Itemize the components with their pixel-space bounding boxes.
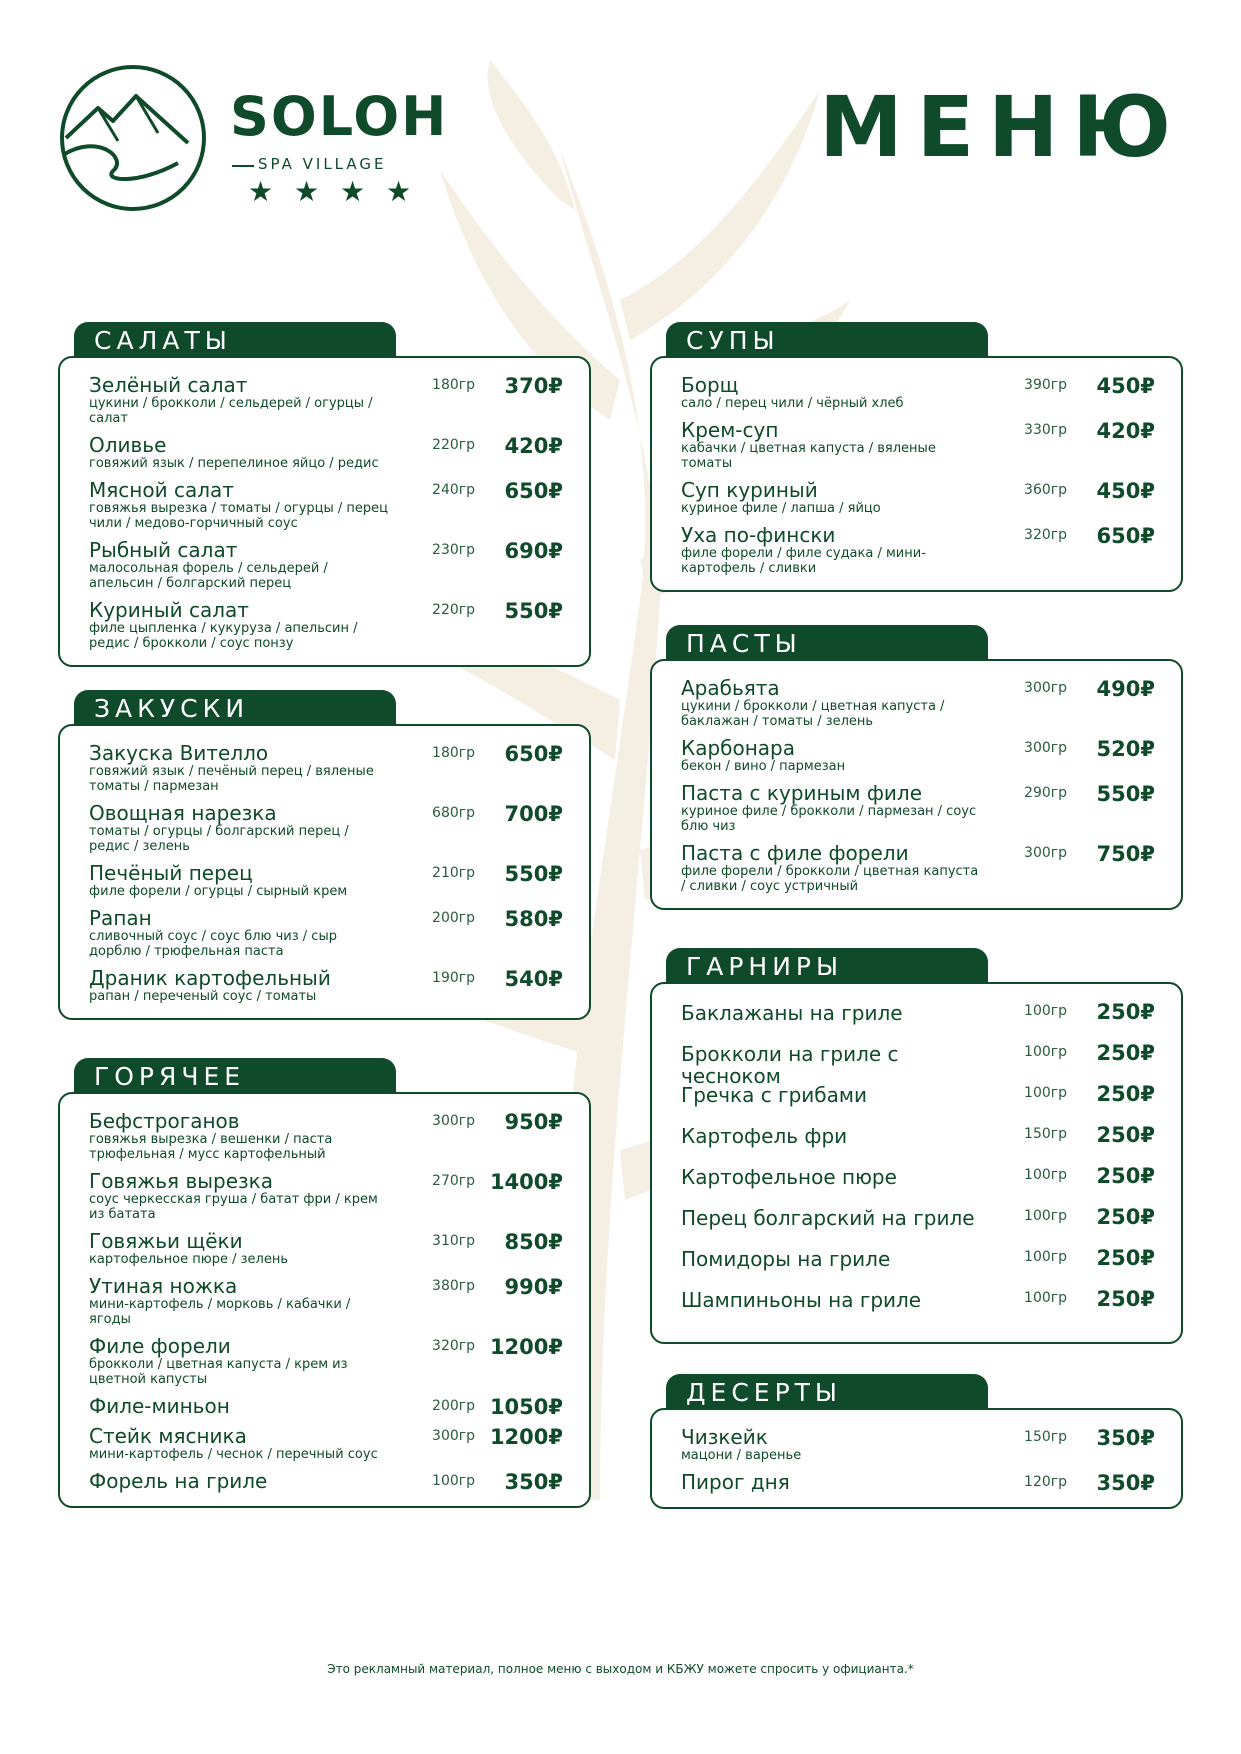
- menu-item: [89, 1395, 563, 1417]
- item-name: Овощная нарезка: [89, 801, 277, 825]
- item-description: филе форели / филе судака / мини-картофель / сливки: [681, 546, 926, 576]
- item-name: Чизкейк: [681, 1425, 768, 1449]
- menu-item: [89, 434, 563, 471]
- item-description: цукини / брокколи / цветная капуста / баклажан / томаты / зелень: [681, 699, 945, 729]
- item-price: 550₽: [504, 862, 563, 886]
- item-name: Брокколи на гриле с чесноком: [681, 1042, 899, 1088]
- section-box: [650, 659, 1183, 910]
- item-price: 580₽: [504, 907, 563, 931]
- item-price: 250₽: [1096, 1164, 1155, 1188]
- item-weight: 220гр: [432, 602, 475, 618]
- menu-item: [681, 1246, 1155, 1287]
- item-name: Говяжьи щёки: [89, 1229, 243, 1253]
- menu-item: [89, 1425, 563, 1462]
- item-name: Рапан: [89, 906, 152, 930]
- item-weight: 210гр: [432, 865, 475, 881]
- item-weight: 230гр: [432, 542, 475, 558]
- item-weight: 100гр: [1024, 1208, 1067, 1224]
- menu-item: [89, 967, 563, 1004]
- item-weight: 360гр: [1024, 482, 1067, 498]
- item-price: 250₽: [1096, 1041, 1155, 1065]
- item-name: Стейк мясника: [89, 1424, 247, 1448]
- section-title: СУПЫ: [666, 322, 988, 364]
- item-description: цукини / брокколи / сельдерей / огурцы / салат: [89, 396, 373, 426]
- item-price: 350₽: [1096, 1471, 1155, 1495]
- item-weight: 380гр: [432, 1278, 475, 1294]
- item-description: малосольная форель / сельдерей / апельсин / болгарский перец: [89, 561, 328, 591]
- menu-item: [681, 1205, 1155, 1246]
- footer-note: Это рекламный материал, полное меню с выходом и КБЖУ можете спросить у официанта.*: [327, 1662, 914, 1676]
- item-price: 990₽: [504, 1275, 563, 1299]
- item-description: бекон / вино / пармезан: [681, 759, 846, 774]
- item-price: 700₽: [504, 802, 563, 826]
- item-description: куриное филе / брокколи / пармезан / соус блю чиз: [681, 804, 977, 834]
- item-description: мацони / варенье: [681, 1448, 802, 1463]
- menu-title: МЕНЮ: [819, 78, 1185, 176]
- item-weight: 300гр: [1024, 680, 1067, 696]
- menu-item: [681, 1471, 1155, 1493]
- item-weight: 680гр: [432, 805, 475, 821]
- item-weight: 100гр: [1024, 1290, 1067, 1306]
- item-price: 350₽: [1096, 1426, 1155, 1450]
- item-name: Филе-миньон: [89, 1394, 230, 1418]
- item-weight: 100гр: [1024, 1249, 1067, 1265]
- item-description: кабачки / цветная капуста / вяленые томаты: [681, 441, 936, 471]
- item-weight: 390гр: [1024, 377, 1067, 393]
- item-weight: 310гр: [432, 1233, 475, 1249]
- item-weight: 300гр: [1024, 845, 1067, 861]
- menu-item: [89, 1470, 563, 1492]
- menu-item: [89, 802, 563, 854]
- menu-item: [681, 524, 1155, 576]
- menu-item: [681, 782, 1155, 834]
- item-price: 450₽: [1096, 374, 1155, 398]
- item-description: говяжий язык / печёный перец / вяленые томаты / пармезан: [89, 764, 374, 794]
- item-description: куриное филе / лапша / яйцо: [681, 501, 881, 516]
- item-description: говяжий язык / перепелиное яйцо / редис: [89, 456, 379, 471]
- item-weight: 150гр: [1024, 1126, 1067, 1142]
- item-description: филе форели / брокколи / цветная капуста / сливки / соус устричный: [681, 864, 979, 894]
- item-price: 650₽: [1096, 524, 1155, 548]
- item-price: 690₽: [504, 539, 563, 563]
- item-name: Картофель фри: [681, 1124, 848, 1148]
- item-price: 250₽: [1096, 1123, 1155, 1147]
- item-name: Рыбный салат: [89, 538, 238, 562]
- menu-item: [681, 1123, 1155, 1164]
- item-name: Куриный салат: [89, 598, 249, 622]
- item-weight: 180гр: [432, 377, 475, 393]
- section-title: ПАСТЫ: [666, 625, 988, 667]
- item-name: Перец болгарский на гриле: [681, 1206, 975, 1230]
- menu-item: [681, 1041, 1155, 1088]
- item-name: Паста с куриным филе: [681, 781, 923, 805]
- item-price: 350₽: [504, 1470, 563, 1494]
- item-description: говяжья вырезка / томаты / огурцы / перец чили / медово-горчичный соус: [89, 501, 389, 531]
- item-price: 1200₽: [489, 1335, 563, 1359]
- mountain-logo-icon: [58, 63, 208, 213]
- item-name: Борщ: [681, 373, 739, 397]
- menu-item: [89, 599, 563, 651]
- item-price: 550₽: [1096, 782, 1155, 806]
- menu-item: [681, 737, 1155, 774]
- item-description: сливочный соус / соус блю чиз / сыр дорблю / трюфельная паста: [89, 929, 337, 959]
- item-weight: 100гр: [1024, 1167, 1067, 1183]
- brand-name: SOLOH: [230, 85, 449, 148]
- item-description: картофельное пюре / зелень: [89, 1252, 288, 1267]
- item-price: 540₽: [504, 967, 563, 991]
- menu-item: [681, 1426, 1155, 1463]
- menu-item: [681, 1000, 1155, 1041]
- item-name: Суп куриный: [681, 478, 818, 502]
- item-price: 250₽: [1096, 1082, 1155, 1106]
- item-name: Помидоры на гриле: [681, 1247, 891, 1271]
- item-price: 250₽: [1096, 1287, 1155, 1311]
- item-description: томаты / огурцы / болгарский перец / редис / зелень: [89, 824, 349, 854]
- item-weight: 320гр: [1024, 527, 1067, 543]
- item-description: рапан / переченый соус / томаты: [89, 989, 317, 1004]
- item-weight: 240гр: [432, 482, 475, 498]
- menu-item: [681, 374, 1155, 411]
- item-weight: 120гр: [1024, 1474, 1067, 1490]
- item-price: 550₽: [504, 599, 563, 623]
- item-name: Паста с филе форели: [681, 841, 909, 865]
- menu-item: [681, 479, 1155, 516]
- item-weight: 100гр: [1024, 1003, 1067, 1019]
- item-name: Закуска Вителло: [89, 741, 269, 765]
- item-weight: 190гр: [432, 970, 475, 986]
- item-price: 950₽: [504, 1110, 563, 1134]
- item-name: Говяжья вырезка: [89, 1169, 273, 1193]
- item-weight: 100гр: [1024, 1085, 1067, 1101]
- menu-item: [89, 907, 563, 959]
- menu-item: [89, 742, 563, 794]
- item-name: Печёный перец: [89, 861, 253, 885]
- section-box: [650, 1408, 1183, 1509]
- menu-item: [89, 479, 563, 531]
- item-name: Уха по-фински: [681, 523, 836, 547]
- menu-item: [89, 862, 563, 899]
- item-name: Картофельное пюре: [681, 1165, 897, 1189]
- brand-divider: [232, 165, 254, 167]
- item-name: Драник картофельный: [89, 966, 331, 990]
- menu-item: [89, 374, 563, 426]
- item-price: 1400₽: [489, 1170, 563, 1194]
- item-weight: 270гр: [432, 1173, 475, 1189]
- item-weight: 290гр: [1024, 785, 1067, 801]
- item-name: Бефстроганов: [89, 1109, 240, 1133]
- item-name: Утиная ножка: [89, 1274, 238, 1298]
- item-price: 1200₽: [489, 1425, 563, 1449]
- item-price: 250₽: [1096, 1246, 1155, 1270]
- item-weight: 150гр: [1024, 1429, 1067, 1445]
- section-box: [58, 724, 591, 1020]
- menu-item: [681, 677, 1155, 729]
- item-description: брокколи / цветная капуста / крем из цветной капусты: [89, 1357, 348, 1387]
- item-name: Гречка с грибами: [681, 1083, 867, 1107]
- item-name: Филе форели: [89, 1334, 231, 1358]
- item-weight: 200гр: [432, 1398, 475, 1414]
- section-title: ГАРНИРЫ: [666, 948, 988, 990]
- item-weight: 220гр: [432, 437, 475, 453]
- item-price: 490₽: [1096, 677, 1155, 701]
- item-name: Шампиньоны на гриле: [681, 1288, 922, 1312]
- section-box: [650, 982, 1183, 1344]
- menu-item: [89, 1110, 563, 1162]
- item-price: 750₽: [1096, 842, 1155, 866]
- item-description: говяжья вырезка / вешенки / паста трюфельная / мусс картофельный: [89, 1132, 333, 1162]
- item-name: Форель на гриле: [89, 1469, 268, 1493]
- item-name: Арабьята: [681, 676, 780, 700]
- item-weight: 200гр: [432, 910, 475, 926]
- item-weight: 300гр: [432, 1428, 475, 1444]
- item-price: 420₽: [1096, 419, 1155, 443]
- section-title: ДЕСЕРТЫ: [666, 1374, 988, 1416]
- item-weight: 300гр: [1024, 740, 1067, 756]
- item-name: Крем-суп: [681, 418, 779, 442]
- item-price: 450₽: [1096, 479, 1155, 503]
- menu-item: [681, 1164, 1155, 1205]
- item-description: соус черкесская груша / батат фри / крем из батата: [89, 1192, 378, 1222]
- menu-item: [681, 1287, 1155, 1328]
- section-box: [58, 1092, 591, 1508]
- item-weight: 300гр: [432, 1113, 475, 1129]
- item-price: 250₽: [1096, 1205, 1155, 1229]
- menu-item: [681, 842, 1155, 894]
- brand-subtitle: SPA VILLAGE: [258, 155, 387, 173]
- item-description: сало / перец чили / чёрный хлеб: [681, 396, 904, 411]
- menu-item: [89, 1230, 563, 1267]
- item-name: Карбонара: [681, 736, 796, 760]
- item-price: 520₽: [1096, 737, 1155, 761]
- item-weight: 180гр: [432, 745, 475, 761]
- item-price: 370₽: [504, 374, 563, 398]
- item-name: Мясной салат: [89, 478, 234, 502]
- section-title: ЗАКУСКИ: [74, 690, 396, 732]
- menu-item: [681, 419, 1155, 471]
- item-weight: 320гр: [432, 1338, 475, 1354]
- item-price: 850₽: [504, 1230, 563, 1254]
- item-name: Баклажаны на гриле: [681, 1001, 903, 1025]
- item-weight: 330гр: [1024, 422, 1067, 438]
- item-name: Пирог дня: [681, 1470, 790, 1494]
- menu-item: [89, 1335, 563, 1387]
- item-description: мини-картофель / чеснок / перечный соус: [89, 1447, 378, 1462]
- brand-stars: ★ ★ ★ ★: [248, 175, 418, 208]
- item-price: 420₽: [504, 434, 563, 458]
- section-box: [58, 356, 591, 667]
- item-name: Оливье: [89, 433, 167, 457]
- menu-item: [89, 1170, 563, 1222]
- item-weight: 100гр: [432, 1473, 475, 1489]
- item-price: 650₽: [504, 479, 563, 503]
- item-description: филе цыпленка / кукуруза / апельсин / редис / брокколи / соус понзу: [89, 621, 358, 651]
- item-price: 650₽: [504, 742, 563, 766]
- brand-logo: [58, 63, 449, 213]
- menu-item: [89, 539, 563, 591]
- item-description: филе форели / огурцы / сырный крем: [89, 884, 348, 899]
- item-name: Зелёный салат: [89, 373, 248, 397]
- menu-item: [89, 1275, 563, 1327]
- section-box: [650, 356, 1183, 592]
- menu-item: [681, 1082, 1155, 1123]
- item-weight: 100гр: [1024, 1044, 1067, 1060]
- item-price: 250₽: [1096, 1000, 1155, 1024]
- section-title: ГОРЯЧЕЕ: [74, 1058, 396, 1100]
- item-price: 1050₽: [489, 1395, 563, 1419]
- section-title: САЛАТЫ: [74, 322, 396, 364]
- item-description: мини-картофель / морковь / кабачки / ягоды: [89, 1297, 351, 1327]
